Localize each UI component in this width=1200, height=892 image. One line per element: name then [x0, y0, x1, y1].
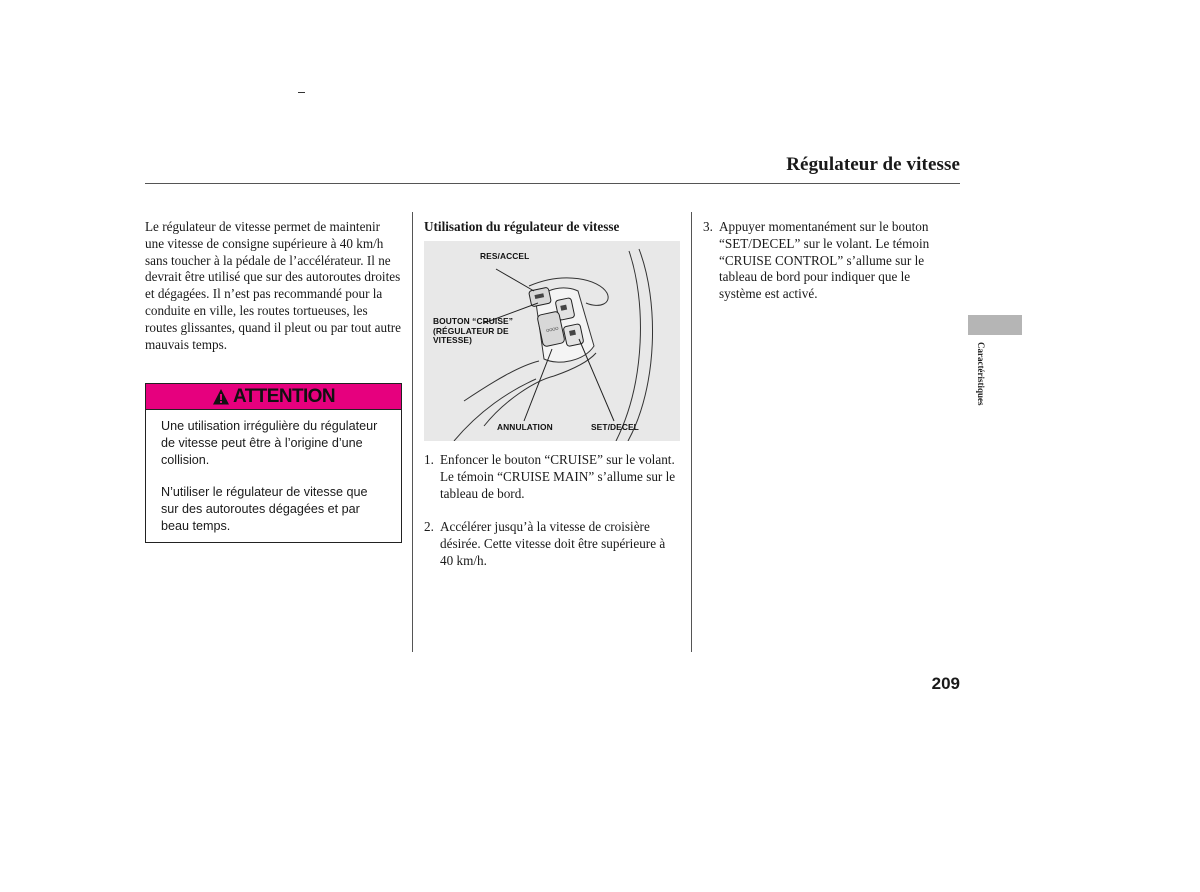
intro-paragraph	[145, 219, 401, 353]
attention-body	[146, 410, 401, 535]
step-number: 2.	[424, 519, 434, 534]
section-label: Caractéristiques	[976, 342, 986, 406]
attention-box	[145, 383, 402, 543]
section-tab	[968, 315, 1022, 335]
set-decel-label: SET/DECEL	[591, 422, 639, 432]
step-number: 3.	[703, 219, 713, 234]
cruise-button-label: BOUTON “CRUISE” (RÉGULATEUR DE VITESSE)	[433, 316, 513, 345]
title-rule	[145, 183, 960, 184]
attention-heading: ATTENTION	[233, 385, 335, 407]
svg-text:OOOO: OOOO	[545, 325, 559, 333]
header-dash	[298, 92, 305, 93]
page-number: 209	[931, 674, 960, 693]
step-number: 1.	[424, 452, 434, 467]
column-divider	[412, 212, 413, 652]
steering-wheel-figure	[424, 241, 680, 441]
attention-header	[146, 384, 401, 410]
warning-triangle-icon	[212, 388, 230, 406]
attention-paragraph: Une utilisation irrégulière du régulateur de vitesse peut être à l’origine d’une collision.	[161, 419, 378, 467]
intro-text: Le régulateur de vitesse permet de maintenir une vitesse de consigne supérieure à 40 km/h sans toucher à la pédale de l’accélérateur. Il ne devrait être utilisé que sur des autoroutes droites et dégagées. Il n’est pas recommandé pour la conduite en ville, les routes tortueuses, les routes glissantes, quand il pleut ou par tout autre mauvais temps.	[145, 219, 402, 352]
page-title: Régulateur de vitesse	[786, 154, 960, 175]
res-accel-label: RES/ACCEL	[480, 251, 530, 261]
annulation-label: ANNULATION	[497, 422, 553, 432]
step-text: Accélérer jusqu’à la vitesse de croisière désirée. Cette vitesse doit être supérieure à 40 km/h.	[440, 519, 666, 568]
step-text: Appuyer momentanément sur le bouton “SET/DECEL” sur le volant. Le témoin “CRUISE CONTROL” s’allume sur le tableau de bord pour indiquer que le système est activé.	[719, 219, 930, 302]
column-divider	[691, 212, 692, 652]
step-text: Enfoncer le bouton “CRUISE” sur le volant. Le témoin “CRUISE MAIN” s’allume sur le tableau de bord.	[440, 452, 676, 501]
attention-paragraph: N’utiliser le régulateur de vitesse que sur des autoroutes dégagées et par beau temps.	[161, 485, 368, 533]
usage-section	[424, 219, 682, 236]
usage-heading: Utilisation du régulateur de vitesse	[424, 219, 620, 234]
